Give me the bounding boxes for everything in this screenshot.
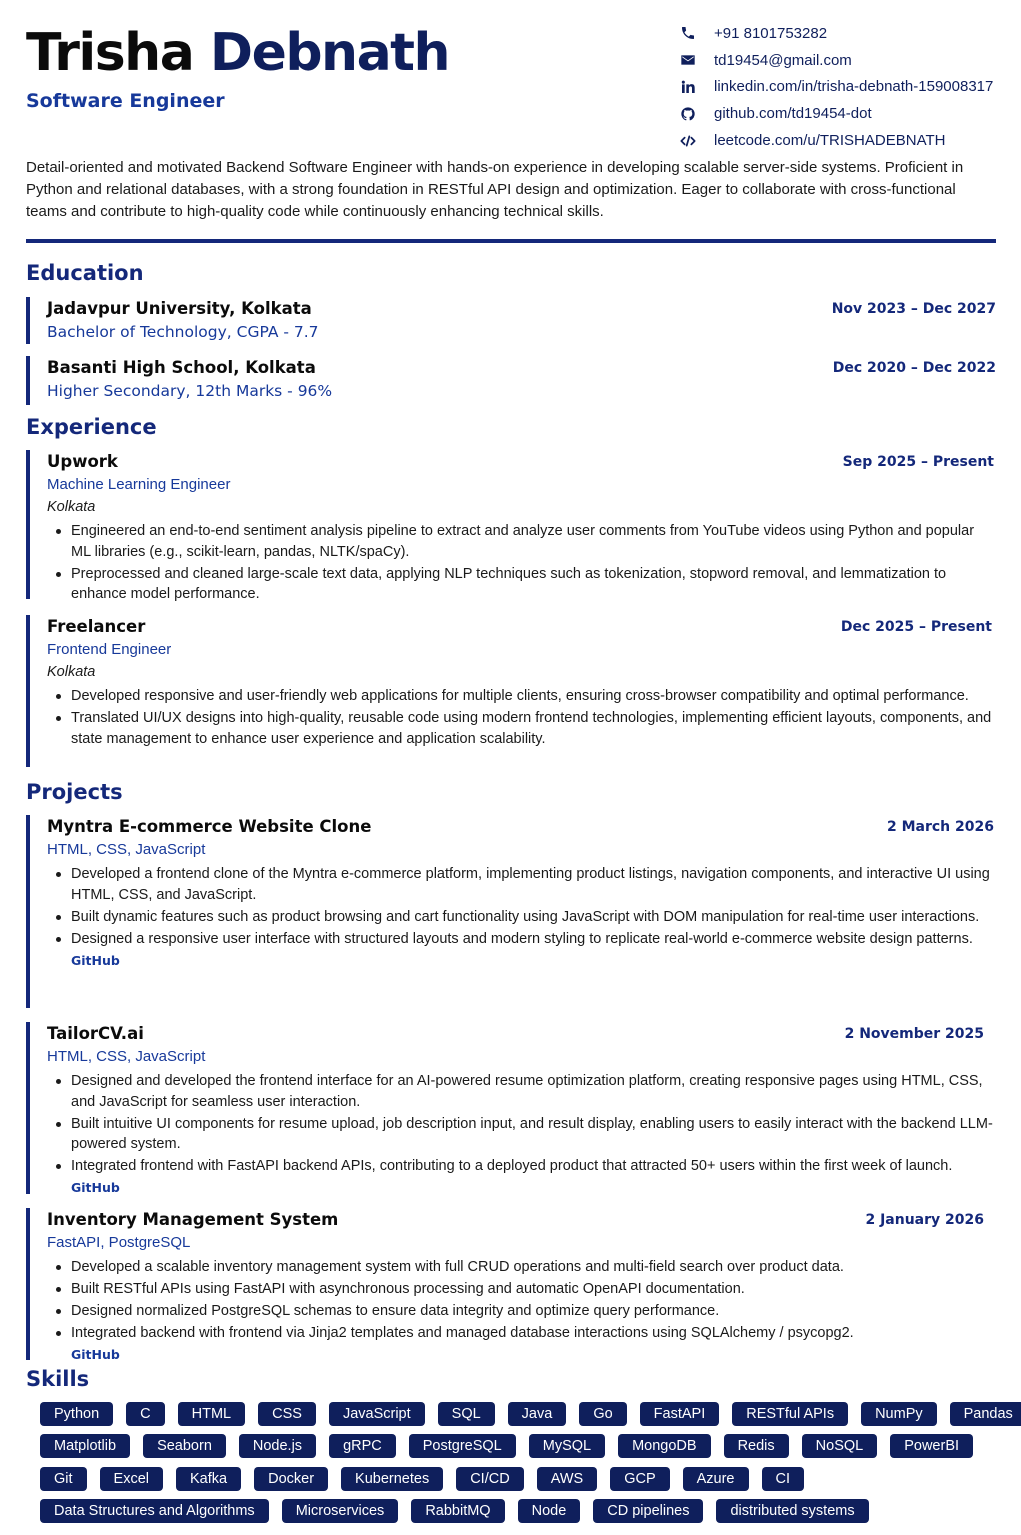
project-bullets <box>47 1257 996 1344</box>
bullet-item: Built intuitive UI components for resume upload, job description input, and result display, enabling users to easily interact with the backend LLM-powered system. <box>47 1114 996 1155</box>
skill-chip: GCP <box>610 1467 669 1491</box>
github-project-link[interactable]: GitHub <box>71 952 120 968</box>
summary-paragraph: Detail-oriented and motivated Backend Software Engineer with hands-on experience in developing scalable server-side systems. Proficient in Python and relational databases, with a strong foundation in RESTful API design and optimization. Eager to collaborate with cross-functional teams and contribute to high-quality code while continuously enhancing technical skills. <box>26 159 964 220</box>
project-stack: HTML, CSS, JavaScript <box>47 1048 206 1065</box>
skill-chip: JavaScript <box>329 1402 425 1426</box>
role-title: Frontend Engineer <box>47 641 172 658</box>
mail-icon <box>680 52 714 68</box>
phone-value: +91 8101753282 <box>714 24 828 42</box>
skills-list <box>40 1398 1013 1527</box>
skill-chip: Redis <box>724 1434 789 1458</box>
skill-row <box>40 1398 1013 1430</box>
skill-chip: CSS <box>258 1402 316 1426</box>
company-name: Upwork <box>47 452 118 471</box>
skill-row <box>40 1430 1000 1462</box>
skill-chip: Git <box>40 1467 87 1491</box>
linkedin-icon <box>680 79 714 95</box>
experience-heading: Experience <box>26 415 157 439</box>
bullet-item: Designed a responsive user interface with structured layouts and modern styling to replicate real-world e-commerce website design patterns. <box>47 929 996 950</box>
skill-chip: FastAPI <box>640 1402 720 1426</box>
skill-chip: PowerBI <box>890 1434 973 1458</box>
project-date: 2 March 2026 <box>886 819 994 835</box>
skill-chip: gRPC <box>329 1434 396 1458</box>
skill-row <box>40 1495 1000 1527</box>
project-bullets <box>47 864 996 949</box>
education-entry <box>26 297 996 344</box>
skill-chip: Kafka <box>176 1467 241 1491</box>
degree-info: Higher Secondary, 12th Marks - 96% <box>47 382 333 400</box>
experience-date: Dec 2025 – Present <box>840 619 992 635</box>
last-name: Debnath <box>209 23 450 83</box>
bullet-item: Integrated frontend with FastAPI backend APIs, contributing to a deployed product that attracted 50+ users within the first week of launch. <box>47 1156 996 1177</box>
project-stack: HTML, CSS, JavaScript <box>47 841 206 858</box>
skill-chip: Data Structures and Algorithms <box>40 1499 269 1523</box>
project-entry <box>26 815 996 1008</box>
skill-chip: RESTful APIs <box>732 1402 848 1426</box>
skill-chip: CI <box>762 1467 805 1491</box>
contact-linkedin[interactable] <box>680 74 1010 101</box>
contact-leetcode[interactable] <box>680 127 1010 154</box>
degree-info: Bachelor of Technology, CGPA - 7.7 <box>47 323 319 341</box>
skill-chip: Docker <box>254 1467 328 1491</box>
skills-heading: Skills <box>26 1367 90 1391</box>
project-entry <box>26 1208 996 1360</box>
bullet-item: Engineered an end-to-end sentiment analysis pipeline to extract and analyze user comments from YouTube videos using Python and popular ML libraries (e.g., scikit-learn, pandas, NLTK/spaCy). <box>47 521 996 562</box>
first-name: Trisha <box>26 23 194 83</box>
skill-chip: Seaborn <box>143 1434 226 1458</box>
candidate-name <box>26 22 449 84</box>
bullet-item: Designed and developed the frontend interface for an AI-powered resume optimization platform, creating responsive pages using HTML, CSS, and JavaScript for seamless user interaction. <box>47 1071 996 1112</box>
skill-chip: Kubernetes <box>341 1467 443 1491</box>
skill-chip: Excel <box>100 1467 163 1491</box>
bullet-item: Developed a scalable inventory management system with full CRUD operations and multi-field search over product data. <box>47 1257 996 1278</box>
project-name: TailorCV.ai <box>47 1024 144 1043</box>
code-icon <box>680 133 714 149</box>
bullet-item: Built dynamic features such as product browsing and cart functionality using JavaScript with DOM manipulation for real-time user interactions. <box>47 907 996 928</box>
skill-chip: Python <box>40 1402 113 1426</box>
bullet-item: Preprocessed and cleaned large-scale text data, applying NLP techniques such as tokenization, stopword removal, and lemmatization to enhance model performance. <box>47 564 996 605</box>
bullet-item: Developed responsive and user-friendly web applications for multiple clients, ensuring cross-browser compatibility and optimal performance. <box>47 686 996 707</box>
bullet-item: Integrated backend with frontend via Jinja2 templates and managed database interactions using SQLAlchemy / psycopg2. <box>47 1323 996 1344</box>
skill-chip: Go <box>579 1402 626 1426</box>
project-stack: FastAPI, PostgreSQL <box>47 1234 191 1251</box>
resume-header <box>26 0 995 150</box>
school-name: Jadavpur University, Kolkata <box>47 299 312 318</box>
project-entry <box>26 1022 996 1194</box>
leetcode-link: leetcode.com/u/TRISHADEBNATH <box>714 132 946 150</box>
projects-heading: Projects <box>26 780 123 804</box>
contact-phone[interactable] <box>680 20 1010 47</box>
skill-chip: RabbitMQ <box>411 1499 504 1523</box>
education-date: Dec 2020 – Dec 2022 <box>832 360 996 376</box>
job-title: Software Engineer <box>26 90 225 112</box>
job-location: Kolkata <box>47 664 96 680</box>
skill-chip: Node.js <box>239 1434 316 1458</box>
skill-chip: MongoDB <box>618 1434 710 1458</box>
role-title: Machine Learning Engineer <box>47 476 231 493</box>
skill-chip: Azure <box>683 1467 749 1491</box>
skill-chip: Java <box>508 1402 567 1426</box>
github-project-link[interactable]: GitHub <box>71 1347 120 1362</box>
skill-chip: CD pipelines <box>593 1499 703 1523</box>
bullet-item: Designed normalized PostgreSQL schemas to ensure data integrity and optimize query performance. <box>47 1301 996 1322</box>
github-project-link[interactable]: GitHub <box>71 1180 120 1195</box>
skill-row <box>40 1463 1000 1495</box>
experience-entry <box>26 450 996 602</box>
github-link: github.com/td19454-dot <box>714 105 872 123</box>
skill-chip: SQL <box>438 1402 495 1426</box>
bullet-item: Translated UI/UX designs into high-quality, reusable code using modern frontend technologies, implementing efficient layouts, components, and state management to enhance user experience and application scalability. <box>47 708 996 749</box>
education-entry <box>26 356 996 405</box>
skill-chip: Pandas <box>950 1402 1021 1426</box>
contact-list <box>680 20 1010 154</box>
skill-chip: C <box>126 1402 164 1426</box>
skill-chip: Node <box>518 1499 581 1523</box>
experience-bullets <box>47 686 996 749</box>
project-bullets <box>47 1071 996 1177</box>
skill-chip: Matplotlib <box>40 1434 130 1458</box>
bullet-item: Developed a frontend clone of the Myntra e-commerce platform, implementing product listings, navigation components, and interactive UI using HTML, CSS, and JavaScript. <box>47 864 996 905</box>
bullet-item: Built RESTful APIs using FastAPI with asynchronous processing and automatic OpenAPI documentation. <box>47 1279 996 1300</box>
linkedin-link: linkedin.com/in/trisha-debnath-159008317 <box>714 78 994 96</box>
skill-chip: HTML <box>178 1402 245 1426</box>
skill-chip: AWS <box>537 1467 598 1491</box>
email-link: td19454@gmail.com <box>714 51 852 69</box>
company-name: Freelancer <box>47 617 146 636</box>
contact-github[interactable] <box>680 100 1010 127</box>
skill-chip: NoSQL <box>802 1434 878 1458</box>
school-name: Basanti High School, Kolkata <box>47 358 316 377</box>
skill-chip: CI/CD <box>456 1467 523 1491</box>
project-name: Myntra E-commerce Website Clone <box>47 817 372 836</box>
header-divider <box>26 239 996 243</box>
github-icon <box>680 106 714 122</box>
job-location: Kolkata <box>47 499 96 515</box>
experience-date: Sep 2025 – Present <box>842 454 994 470</box>
experience-bullets <box>47 521 996 605</box>
contact-email[interactable] <box>680 47 1010 74</box>
education-heading: Education <box>26 261 144 285</box>
experience-entry <box>26 615 996 767</box>
project-date: 2 November 2025 <box>844 1026 984 1042</box>
project-date: 2 January 2026 <box>865 1212 984 1228</box>
skill-chip: Microservices <box>282 1499 399 1523</box>
phone-icon <box>680 25 714 41</box>
education-date: Nov 2023 – Dec 2027 <box>831 301 996 317</box>
project-name: Inventory Management System <box>47 1210 339 1229</box>
skill-chip: distributed systems <box>716 1499 868 1523</box>
skill-chip: MySQL <box>529 1434 605 1458</box>
skill-chip: NumPy <box>861 1402 937 1426</box>
skill-chip: PostgreSQL <box>409 1434 516 1458</box>
